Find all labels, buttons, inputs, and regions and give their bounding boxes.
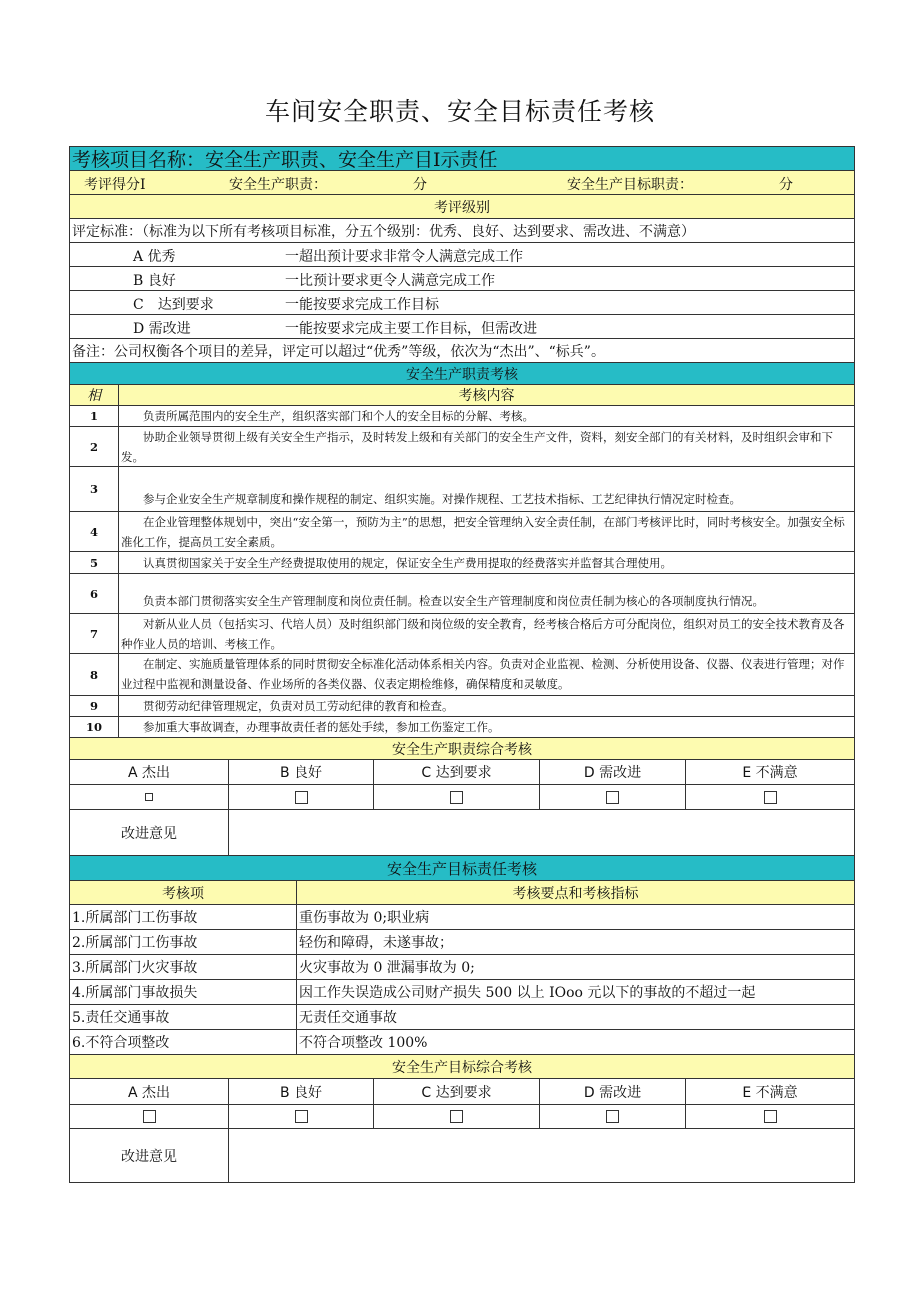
checkbox-icon xyxy=(145,793,153,801)
duty-item-no: 4 xyxy=(89,524,98,539)
rating-label: A 杰出 xyxy=(127,1084,171,1101)
duty-item-no: 6 xyxy=(89,586,98,601)
rating-label: E 不满意 xyxy=(685,760,854,784)
duty-score-unit: 分 xyxy=(413,177,427,193)
target-summary-heading-row xyxy=(69,1055,855,1079)
target-score-unit: 分 xyxy=(779,177,793,193)
duty-item-text: 贯彻劳动纪律管理规定，负责对员工劳动纪律的教育和检查。 xyxy=(118,696,854,716)
col-no-header: 相 xyxy=(87,388,101,404)
duty-item-row xyxy=(69,696,855,717)
target-point: 轻伤和障碍，未遂事故； xyxy=(296,930,854,954)
level-name: A 优秀 xyxy=(133,249,176,265)
duty-item-no: 10 xyxy=(85,720,102,734)
rating-label: C 达到要求 xyxy=(373,760,539,784)
checkbox-icon xyxy=(450,791,463,804)
grading-note-row xyxy=(69,339,855,363)
target-point: 不符合项整改 100% xyxy=(296,1030,854,1054)
target-summary-heading: 安全生产目标综合考核 xyxy=(392,1059,532,1076)
duty-item-no: 8 xyxy=(89,667,98,682)
target-item-row xyxy=(69,1005,855,1030)
target-item-row xyxy=(69,955,855,980)
checkbox-icon xyxy=(295,791,308,804)
duty-item-no: 9 xyxy=(89,699,98,713)
target-item-row xyxy=(69,930,855,955)
target-point: 重伤事故为 0;职业病 xyxy=(296,905,854,929)
checkbox-icon xyxy=(764,1110,777,1123)
duty-rating-labels xyxy=(69,760,855,785)
level-row xyxy=(69,291,855,315)
rating-label: A 杰出 xyxy=(127,765,171,781)
duty-score-label: 安全生产职责： xyxy=(229,177,327,193)
target-point: 无责任交通事故 xyxy=(296,1005,854,1029)
duty-item-no: 2 xyxy=(89,439,98,454)
col-points-header: 考核要点和考核指标 xyxy=(296,881,854,904)
improve-label: 改进意见 xyxy=(121,1148,177,1165)
duty-item-no: 1 xyxy=(89,409,98,423)
col-content-header: 考核内容 xyxy=(118,385,854,405)
page-title: 车间安全职责、安全目标责任考核 xyxy=(264,97,655,126)
grading-heading: 考评级别 xyxy=(434,199,490,216)
checkbox-icon xyxy=(764,791,777,804)
target-improve-row xyxy=(69,1129,855,1183)
duty-item-text: 在企业管理整体规划中，突出“安全第一，预防为主”的思想，把安全管理纳入安全责任制，在部门考核评比时，同时考核安全。加强安全标准化工作，提高员工安全素质。 xyxy=(118,512,854,551)
checkbox-icon xyxy=(606,791,619,804)
rating-checkbox-d[interactable] xyxy=(539,1105,685,1128)
level-desc: 一比预计要求更令人满意完成工作 xyxy=(285,273,495,289)
level-name: D 需改进 xyxy=(133,321,191,337)
duty-heading: 安全生产职责考核 xyxy=(406,366,518,383)
duty-summary-heading-row xyxy=(69,738,855,760)
target-item-row xyxy=(69,905,855,930)
target-item: 2.所属部门工伤事故 xyxy=(72,935,198,951)
duty-item-row xyxy=(69,427,855,467)
duty-item-row xyxy=(69,467,855,512)
duty-item-text: 负责本部门贯彻落实安全生产管理制度和岗位责任制。检查以安全生产管理制度和岗位责任制为核心的各项制度执行情况。 xyxy=(118,574,854,613)
duty-item-row xyxy=(69,512,855,552)
level-row xyxy=(69,267,855,291)
rating-label: E 不满意 xyxy=(685,1079,854,1104)
level-desc: 一超出预计要求非常令人满意完成工作 xyxy=(285,249,523,265)
target-item: 3.所属部门火灾事故 xyxy=(72,960,198,976)
target-score-label: 安全生产目标职责： xyxy=(567,177,693,193)
target-item-row xyxy=(69,1030,855,1055)
rating-label: B 良好 xyxy=(228,1079,373,1104)
target-item: 4.所属部门事故损失 xyxy=(72,985,198,1001)
project-name-row xyxy=(69,146,855,171)
target-column-header xyxy=(69,881,855,905)
score-row xyxy=(69,171,855,195)
rating-checkbox-d[interactable] xyxy=(539,785,685,809)
target-item-row xyxy=(69,980,855,1005)
level-desc: 一能按要求完成工作目标 xyxy=(285,297,439,313)
duty-summary-heading: 安全生产职责综合考核 xyxy=(392,741,532,758)
level-name: B 良好 xyxy=(133,273,176,289)
level-row xyxy=(69,243,855,267)
rating-label: D 需改进 xyxy=(539,1079,685,1104)
grading-standard-row xyxy=(69,219,855,243)
duty-item-no: 5 xyxy=(89,555,98,570)
rating-label: D 需改进 xyxy=(539,760,685,784)
target-rating-labels xyxy=(69,1079,855,1105)
duty-item-row xyxy=(69,406,855,427)
duty-item-no: 7 xyxy=(89,626,98,641)
checkbox-icon xyxy=(295,1110,308,1123)
score-label: 考评得分Ⅰ xyxy=(84,177,146,193)
duty-rating-checkboxes xyxy=(69,785,855,810)
grading-standard: 评定标准：（标准为以下所有考核项目标准，分五个级别：优秀、良好、达到要求、需改进、不满意） xyxy=(72,223,695,240)
duty-item-text: 认真贯彻国家关于安全生产经费提取使用的规定，保证安全生产费用提取的经费落实并监督其合理使用。 xyxy=(118,552,854,573)
duty-item-no: 3 xyxy=(89,482,98,496)
duty-heading-row xyxy=(69,363,855,385)
target-item: 6.不符合项整改 xyxy=(72,1035,170,1051)
improve-input[interactable] xyxy=(228,810,854,855)
project-name: 考核项目名称：安全生产职责、安全生产目Ⅰ示责任 xyxy=(72,149,498,171)
rating-label: B 良好 xyxy=(228,760,373,784)
duty-item-row xyxy=(69,654,855,696)
rating-checkbox-c[interactable] xyxy=(373,785,539,809)
col-item-header: 考核项 xyxy=(162,885,204,902)
rating-checkbox-b[interactable] xyxy=(228,1105,373,1128)
duty-item-text: 协助企业领导贯彻上级有关安全生产指示，及时转发上级和有关部门的安全生产文件，资料，刻安全部门的有关材料，及时组织会审和下发。 xyxy=(118,427,854,466)
duty-item-row xyxy=(69,574,855,614)
improve-input[interactable] xyxy=(228,1129,854,1182)
checkbox-icon xyxy=(143,1110,156,1123)
duty-item-text: 负责所属范围内的安全生产，组织落实部门和个人的安全目标的分解、考核。 xyxy=(118,406,854,426)
duty-item-text: 参加重大事故调查，办理事故责任者的惩处手续，参加工伤鉴定工作。 xyxy=(118,717,854,737)
duty-item-row xyxy=(69,614,855,654)
level-desc: 一能按要求完成主要工作目标，但需改进 xyxy=(285,321,537,337)
checkbox-icon xyxy=(450,1110,463,1123)
duty-column-header xyxy=(69,385,855,406)
rating-checkbox-a[interactable] xyxy=(70,785,228,809)
duty-item-text: 在制定、实施质量管理体系的同时贯彻安全标准化活动体系相关内容。负责对企业监视、检测、分析使用设备、仪器、仪表进行管理；对作业过程中监视和测量设备、作业场所的各类仪器、仪表定期检维修，确保精度和灵敏度。 xyxy=(118,654,854,695)
rating-checkbox-e[interactable] xyxy=(685,785,854,809)
duty-item-text: 对新从业人员（包括实习、代培人员）及时组织部门级和岗位级的安全教育，经考核合格后方可分配岗位，组织对员工的安全技术教育及各种作业人员的培训、考核工作。 xyxy=(118,614,854,653)
duty-improve-row xyxy=(69,810,855,856)
rating-checkbox-a[interactable] xyxy=(70,1105,228,1128)
target-item: 5.责任交通事故 xyxy=(72,1010,170,1026)
target-point: 因工作失误造成公司财产损失 500 以上 IOoo 元以下的事故的不超过一起 xyxy=(296,980,854,1004)
checkbox-icon xyxy=(606,1110,619,1123)
improve-label: 改进意见 xyxy=(121,825,177,842)
grading-heading-row xyxy=(69,195,855,219)
duty-item-text: 参与企业安全生产规章制度和操作规程的制定、组织实施。对操作规程、工艺技术指标、工艺纪律执行情况定时检查。 xyxy=(118,467,854,511)
rating-checkbox-e[interactable] xyxy=(685,1105,854,1128)
level-row xyxy=(69,315,855,339)
target-heading-row xyxy=(69,856,855,881)
grading-note: 备注：公司权衡各个项目的差异，评定可以超过“优秀”等级，依次为“杰出”、“标兵”。 xyxy=(72,343,605,360)
rating-checkbox-b[interactable] xyxy=(228,785,373,809)
target-rating-checkboxes xyxy=(69,1105,855,1129)
duty-item-row xyxy=(69,552,855,574)
duty-item-row xyxy=(69,717,855,738)
level-name: C 达到要求 xyxy=(133,297,214,313)
target-item: 1.所属部门工伤事故 xyxy=(72,910,198,926)
target-heading: 安全生产目标责任考核 xyxy=(386,859,537,878)
rating-label: C 达到要求 xyxy=(373,1079,539,1104)
target-point: 火灾事故为 0 泄漏事故为 0; xyxy=(296,955,854,979)
rating-checkbox-c[interactable] xyxy=(373,1105,539,1128)
assessment-form xyxy=(69,146,855,1183)
